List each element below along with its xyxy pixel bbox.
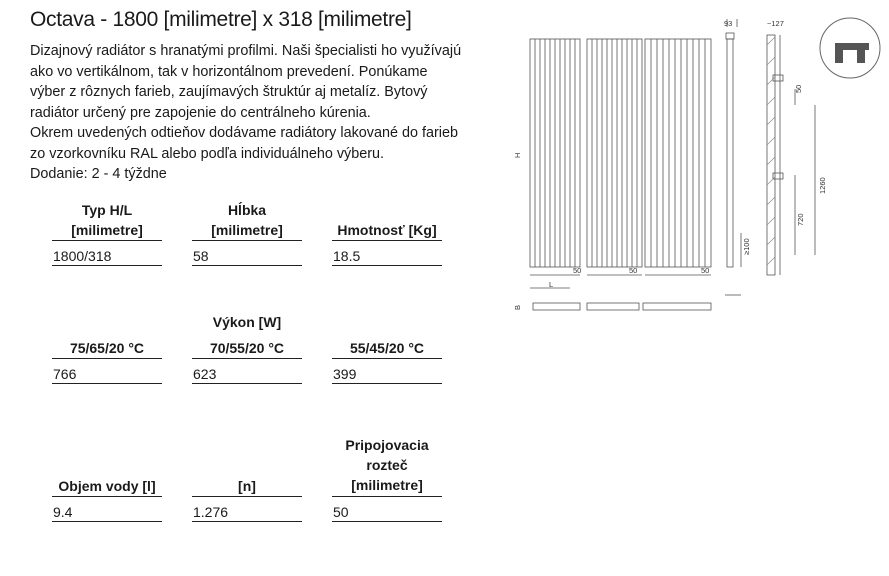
delivery-time: Dodanie: 2 - 4 týždne [30, 166, 167, 182]
value-depth: 58 [192, 247, 302, 266]
value-exponent: 1.276 [192, 503, 302, 522]
header-rule [52, 358, 162, 359]
description-line: ako vo vertikálnom, tak v horizontálnom prevedení. Ponúkame [30, 63, 428, 80]
dim-top-depth: 93 [724, 19, 733, 28]
header-weight: Hmotnosť [Kg] [337, 222, 437, 238]
header-depth: Hĺbka [milimetre] [211, 202, 283, 238]
dim-top-wall: ~127 [767, 19, 784, 28]
value-type: 1800/318 [52, 247, 162, 266]
header-rule [332, 240, 442, 241]
header-exponent: [n] [238, 478, 256, 494]
dim-pitch-1: 50 [573, 266, 582, 275]
value-water-volume: 9.4 [52, 503, 162, 522]
header-output-55: 55/45/20 °C [349, 340, 425, 356]
header-rule [192, 496, 302, 497]
dim-side-720: 720 [796, 213, 805, 226]
mounting-icon [820, 18, 880, 78]
description-line: výber z rôznych farieb, zaujímavých štruktúr aj metalíz. Bytový [30, 84, 428, 100]
description-line: zo vzorkovníku RAL alebo podľa individuálneho výberu. [30, 145, 385, 162]
dim-side-100: ≥100 [742, 238, 751, 255]
dim-pitch-3: 50 [701, 266, 710, 275]
description-line: Okrem uvedených odtieňov dodávame radiátory lakované do farieb [30, 125, 458, 141]
product-title: Octava - 1800 [milimetre] x 318 [milimetre] [30, 8, 412, 31]
header-water-volume: Objem vody [l] [58, 478, 156, 494]
header-rule [332, 496, 442, 497]
dim-side-50: 50 [794, 84, 803, 93]
radiator-front-view [587, 39, 642, 267]
radiator-front-view [645, 39, 711, 267]
value-output-75: 766 [52, 365, 162, 384]
technical-drawing [505, 5, 885, 335]
radiator-front-view [530, 39, 580, 267]
description-line: Dizajnový radiátor s hranatými profilmi. Naši špecialisti ho využívajú [30, 43, 462, 59]
header-type: Typ H/L [milimetre] [71, 202, 143, 238]
product-description [30, 41, 500, 185]
header-rule [52, 240, 162, 241]
header-connection-pitch: Pripojovacia rozteč [milimetre] [345, 437, 429, 493]
header-output-70: 70/55/20 °C [209, 340, 285, 356]
value-output-70: 623 [192, 365, 302, 384]
output-group-header: Výkon [W] [212, 314, 282, 330]
value-weight: 18.5 [332, 247, 442, 266]
header-rule [192, 240, 302, 241]
dim-l: L [549, 280, 554, 289]
header-rule [52, 496, 162, 497]
dim-b: B [513, 304, 522, 310]
header-rule [192, 358, 302, 359]
dim-h: H [513, 152, 522, 158]
description-line: radiátor určený pre zapojenie do centrálneho kúrenia. [30, 104, 371, 121]
header-output-75: 75/65/20 °C [69, 340, 145, 356]
dim-side-1260: 1260 [818, 177, 827, 194]
value-connection-pitch: 50 [332, 503, 442, 522]
header-rule [332, 358, 442, 359]
dim-pitch-2: 50 [629, 266, 638, 275]
value-output-55: 399 [332, 365, 442, 384]
